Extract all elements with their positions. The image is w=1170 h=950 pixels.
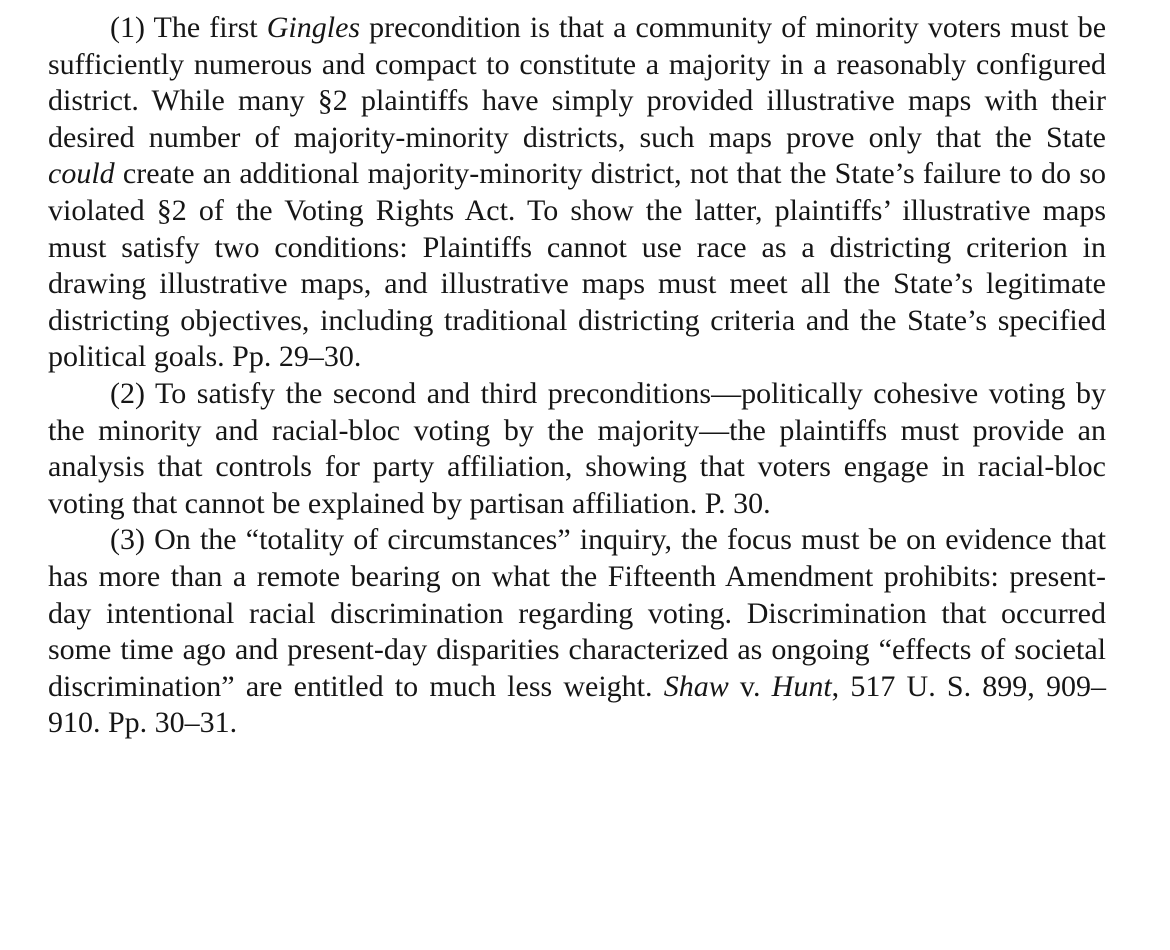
text-segment: , 517 U. S. 899, 909–910. Pp. 30–31. [48, 669, 1106, 740]
text-segment: create an additional majority-minority district, not that the State’s failure to do so violated §2 of the Voting Rights Act. To show the latter, plaintiffs’ illustrative maps must satisfy two conditions: Plaintiffs cannot use race as a districting criterion in drawing illustrative maps, and illustrative maps must meet all the State’s legitimate districting objectives, including traditional districting criteria and the State’s specified political goals. Pp. 29–30. [48, 157, 1106, 374]
case-name-shaw: Shaw [663, 669, 729, 703]
emphasis-could: could [48, 157, 115, 191]
case-name-hunt: Hunt [771, 669, 832, 703]
text-segment: (1) The first [110, 11, 267, 44]
document-page [48, 10, 1106, 742]
text-segment: precondition is that a community of minority voters must be sufficiently numerous and compact to constitute a majority in a reasonably configured district. While many §2 plaintiffs have simply provided illustrative maps with their desired number of majority-minority districts, such maps prove only that the State [48, 11, 1107, 154]
text-segment: (3) On the “totality of circumstances” inquiry, the focus must be on evidence that has more than a remote bearing on what the Fifteenth Amendment prohibits: present-day intentional racial discrimination regarding voting. Discrimination that occurred some time ago and present-day disparities characterized as ongoing “effects of societal discrimination” are entitled to much less weight. [48, 523, 1106, 703]
case-name-gingles: Gingles [266, 11, 361, 44]
paragraph-gingles-first-precondition [48, 10, 1106, 376]
paragraph-second-third-preconditions [48, 376, 1106, 522]
paragraph-totality-of-circumstances [48, 522, 1106, 742]
text-segment: (2) To satisfy the second and third preconditions—politically cohesive voting by the minority and racial-bloc voting by the majority—the plaintiffs must provide an analysis that controls for party affiliation, showing that voters engage in racial-bloc voting that cannot be explained by partisan affiliation. P. 30. [48, 376, 1106, 520]
text-segment: v. [728, 669, 772, 703]
